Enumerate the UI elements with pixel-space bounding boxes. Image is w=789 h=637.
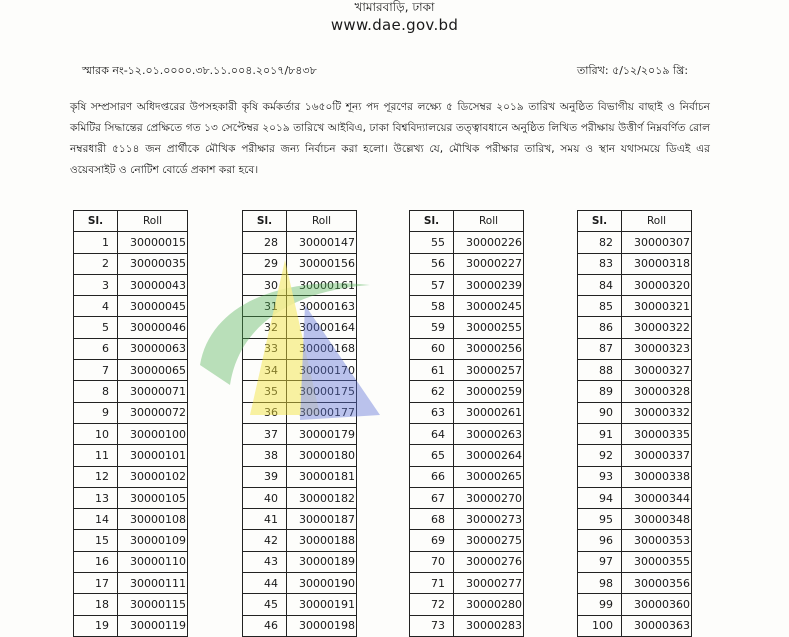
roll-cell: 30000277 <box>454 573 524 594</box>
roll-cell: 30000115 <box>118 594 188 615</box>
roll-cell: 30000111 <box>118 573 188 594</box>
table-row <box>74 402 188 423</box>
sl-cell: 44 <box>243 573 287 594</box>
sl-cell: 6 <box>74 338 118 359</box>
roll-cell: 30000239 <box>454 274 524 295</box>
roll-cell: 30000264 <box>454 445 524 466</box>
sl-cell: 37 <box>243 423 287 444</box>
table-row <box>243 466 357 487</box>
table-header-row <box>578 211 692 232</box>
roll-cell: 30000360 <box>622 594 692 615</box>
roll-cell: 30000335 <box>622 423 692 444</box>
sl-column-header: Sl. <box>410 211 454 232</box>
sl-cell: 65 <box>410 445 454 466</box>
notice-body-text: কৃষি সম্প্রসারণ অধিদপ্তরের উপসহকারী কৃষি কর্মকর্তার ১৬৫০টি শূন্য পদ পূরণের লক্ষ্যে ৫ ডিসেম্বর ২০১৯ তারিখ অনুষ্ঠিত বিভাগীয় বাছাই ও নির্বাচন কমিটির সিদ্ধান্তের প্রেক্ষিতে গত ১৩ সেপ্টেম্বর ২০১৯ তারিখে আইবিএ, ঢাকা বিশ্ববিদ্যালয়ের তত্ত্বাবধানে অনুষ্ঠিত লিখিত পরীক্ষায় উত্তীর্ণ নিম্নবর্ণিত রোল নম্বরধারী ৫১১৪ জন প্রার্থীকে মৌখিক পরীক্ষার জন্য নির্বাচন করা হলো। উল্লেখ্য যে, মৌখিক পরীক্ষার তারিখ, সময় ও স্থান যথাসময়ে ডিএই এর ওয়েবসাইট ও নোটিশ বোর্ডে প্রকাশ করা হবে। <box>70 101 710 176</box>
roll-cell: 30000072 <box>118 402 188 423</box>
roll-cell: 30000263 <box>454 423 524 444</box>
table-header-row <box>410 211 524 232</box>
table-row <box>74 317 188 338</box>
roll-cell: 30000327 <box>622 360 692 381</box>
sl-cell: 90 <box>578 402 622 423</box>
sl-cell: 61 <box>410 360 454 381</box>
roll-cell: 30000226 <box>454 232 524 253</box>
roll-table-3 <box>409 210 524 637</box>
roll-cell: 30000035 <box>118 253 188 274</box>
roll-cell: 30000257 <box>454 360 524 381</box>
sl-cell: 19 <box>74 615 118 636</box>
sl-cell: 92 <box>578 445 622 466</box>
roll-cell: 30000256 <box>454 338 524 359</box>
sl-column-header: Sl. <box>243 211 287 232</box>
roll-table-2 <box>242 210 357 637</box>
table-row <box>243 381 357 402</box>
roll-cell: 30000320 <box>622 274 692 295</box>
sl-cell: 71 <box>410 573 454 594</box>
table-header-row <box>74 211 188 232</box>
table-row <box>410 402 524 423</box>
sl-cell: 43 <box>243 551 287 572</box>
table-row <box>578 466 692 487</box>
roll-cell: 30000102 <box>118 466 188 487</box>
roll-cell: 30000046 <box>118 317 188 338</box>
table-row <box>243 509 357 530</box>
roll-cell: 30000177 <box>287 402 357 423</box>
sl-cell: 69 <box>410 530 454 551</box>
table-row <box>410 274 524 295</box>
sl-cell: 93 <box>578 466 622 487</box>
sl-column-header: Sl. <box>74 211 118 232</box>
roll-cell: 30000187 <box>287 509 357 530</box>
roll-cell: 30000180 <box>287 445 357 466</box>
table-row <box>243 551 357 572</box>
roll-cell: 30000181 <box>287 466 357 487</box>
table-row <box>410 530 524 551</box>
roll-cell: 30000065 <box>118 360 188 381</box>
table-row <box>410 360 524 381</box>
table-row <box>578 487 692 508</box>
table-row <box>410 573 524 594</box>
table-row <box>243 296 357 317</box>
roll-cell: 30000338 <box>622 466 692 487</box>
website-url: www.dae.gov.bd <box>330 16 459 34</box>
table-row <box>410 381 524 402</box>
roll-cell: 30000101 <box>118 445 188 466</box>
roll-cell: 30000071 <box>118 381 188 402</box>
sl-cell: 55 <box>410 232 454 253</box>
sl-cell: 66 <box>410 466 454 487</box>
table-row <box>578 423 692 444</box>
sl-cell: 31 <box>243 296 287 317</box>
sl-cell: 7 <box>74 360 118 381</box>
roll-cell: 30000307 <box>622 232 692 253</box>
roll-cell: 30000322 <box>622 317 692 338</box>
sl-cell: 13 <box>74 487 118 508</box>
sl-cell: 2 <box>74 253 118 274</box>
memo-number: স্মারক নং-১২.০১.০০০০.৩৮.১১.০০৪.২০১৭/৮৪৩৮ <box>82 64 317 77</box>
roll-column-header: Roll <box>622 211 692 232</box>
roll-cell: 30000164 <box>287 317 357 338</box>
sl-cell: 67 <box>410 487 454 508</box>
sl-cell: 30 <box>243 274 287 295</box>
roll-cell: 30000063 <box>118 338 188 359</box>
sl-column-header: Sl. <box>578 211 622 232</box>
table-row <box>74 381 188 402</box>
roll-cell: 30000353 <box>622 530 692 551</box>
roll-cell: 30000108 <box>118 509 188 530</box>
roll-cell: 30000261 <box>454 402 524 423</box>
sl-cell: 33 <box>243 338 287 359</box>
sl-cell: 68 <box>410 509 454 530</box>
roll-cell: 30000168 <box>287 338 357 359</box>
roll-cell: 30000190 <box>287 573 357 594</box>
table-row <box>243 232 357 253</box>
sl-cell: 12 <box>74 466 118 487</box>
roll-cell: 30000188 <box>287 530 357 551</box>
roll-cell: 30000323 <box>622 338 692 359</box>
roll-cell: 30000356 <box>622 573 692 594</box>
table-header-row <box>243 211 357 232</box>
roll-cell: 30000045 <box>118 296 188 317</box>
table-row <box>74 253 188 274</box>
table-row <box>410 445 524 466</box>
sl-cell: 16 <box>74 551 118 572</box>
roll-cell: 30000147 <box>287 232 357 253</box>
roll-cell: 30000318 <box>622 253 692 274</box>
roll-cell: 30000182 <box>287 487 357 508</box>
roll-cell: 30000348 <box>622 509 692 530</box>
table-row <box>74 530 188 551</box>
roll-cell: 30000043 <box>118 274 188 295</box>
table-row <box>243 487 357 508</box>
sl-cell: 4 <box>74 296 118 317</box>
table-row <box>578 274 692 295</box>
roll-cell: 30000259 <box>454 381 524 402</box>
sl-cell: 45 <box>243 594 287 615</box>
sl-cell: 85 <box>578 296 622 317</box>
table-row <box>578 594 692 615</box>
table-row <box>410 466 524 487</box>
sl-cell: 40 <box>243 487 287 508</box>
table-row <box>578 573 692 594</box>
sl-cell: 32 <box>243 317 287 338</box>
roll-cell: 30000163 <box>287 296 357 317</box>
table-row <box>74 615 188 636</box>
sl-cell: 39 <box>243 466 287 487</box>
sl-cell: 87 <box>578 338 622 359</box>
sl-cell: 58 <box>410 296 454 317</box>
roll-cell: 30000255 <box>454 317 524 338</box>
table-row <box>74 274 188 295</box>
table-row <box>410 594 524 615</box>
table-row <box>578 530 692 551</box>
sl-cell: 59 <box>410 317 454 338</box>
sl-cell: 46 <box>243 615 287 636</box>
roll-cell: 30000332 <box>622 402 692 423</box>
sl-cell: 64 <box>410 423 454 444</box>
sl-cell: 72 <box>410 594 454 615</box>
table-row <box>578 317 692 338</box>
table-row <box>410 551 524 572</box>
table-row <box>578 615 692 636</box>
roll-cell: 30000321 <box>622 296 692 317</box>
roll-cell: 30000337 <box>622 445 692 466</box>
table-row <box>410 338 524 359</box>
sl-cell: 18 <box>74 594 118 615</box>
sl-cell: 57 <box>410 274 454 295</box>
sl-cell: 14 <box>74 509 118 530</box>
sl-cell: 70 <box>410 551 454 572</box>
table-row <box>74 445 188 466</box>
table-row <box>243 594 357 615</box>
sl-cell: 82 <box>578 232 622 253</box>
sl-cell: 35 <box>243 381 287 402</box>
roll-cell: 30000119 <box>118 615 188 636</box>
sl-cell: 38 <box>243 445 287 466</box>
sl-cell: 8 <box>74 381 118 402</box>
roll-cell: 30000100 <box>118 423 188 444</box>
roll-cell: 30000189 <box>287 551 357 572</box>
table-row <box>410 317 524 338</box>
table-row <box>410 253 524 274</box>
roll-cell: 30000265 <box>454 466 524 487</box>
roll-column-header: Roll <box>118 211 188 232</box>
sl-cell: 9 <box>74 402 118 423</box>
sl-cell: 41 <box>243 509 287 530</box>
roll-cell: 30000275 <box>454 530 524 551</box>
table-row <box>243 402 357 423</box>
table-row <box>243 530 357 551</box>
roll-cell: 30000109 <box>118 530 188 551</box>
table-row <box>243 253 357 274</box>
table-row <box>578 253 692 274</box>
sl-cell: 100 <box>578 615 622 636</box>
sl-cell: 10 <box>74 423 118 444</box>
roll-cell: 30000170 <box>287 360 357 381</box>
roll-cell: 30000015 <box>118 232 188 253</box>
sl-cell: 15 <box>74 530 118 551</box>
roll-cell: 30000245 <box>454 296 524 317</box>
table-row <box>74 487 188 508</box>
sl-cell: 1 <box>74 232 118 253</box>
sl-cell: 56 <box>410 253 454 274</box>
roll-cell: 30000328 <box>622 381 692 402</box>
roll-cell: 30000175 <box>287 381 357 402</box>
sl-cell: 99 <box>578 594 622 615</box>
roll-cell: 30000273 <box>454 509 524 530</box>
table-row <box>578 445 692 466</box>
sl-cell: 86 <box>578 317 622 338</box>
table-row <box>243 445 357 466</box>
table-row <box>410 509 524 530</box>
table-row <box>578 296 692 317</box>
sl-cell: 95 <box>578 509 622 530</box>
sl-cell: 34 <box>243 360 287 381</box>
table-row <box>243 615 357 636</box>
roll-cell: 30000191 <box>287 594 357 615</box>
table-row <box>578 232 692 253</box>
table-row <box>410 423 524 444</box>
sl-cell: 73 <box>410 615 454 636</box>
roll-table-4 <box>577 210 692 637</box>
sl-cell: 60 <box>410 338 454 359</box>
table-row <box>243 360 357 381</box>
table-row <box>74 551 188 572</box>
sl-cell: 29 <box>243 253 287 274</box>
sl-cell: 83 <box>578 253 622 274</box>
table-row <box>410 232 524 253</box>
table-row <box>578 402 692 423</box>
roll-cell: 30000110 <box>118 551 188 572</box>
table-row <box>74 338 188 359</box>
table-row <box>243 274 357 295</box>
table-row <box>410 615 524 636</box>
table-row <box>74 232 188 253</box>
sl-cell: 3 <box>74 274 118 295</box>
roll-column-header: Roll <box>287 211 357 232</box>
table-row <box>74 360 188 381</box>
table-row <box>74 509 188 530</box>
roll-cell: 30000280 <box>454 594 524 615</box>
roll-table-1 <box>73 210 188 637</box>
roll-cell: 30000198 <box>287 615 357 636</box>
roll-cell: 30000344 <box>622 487 692 508</box>
table-row <box>578 551 692 572</box>
roll-column-header: Roll <box>454 211 524 232</box>
roll-cell: 30000179 <box>287 423 357 444</box>
sl-cell: 91 <box>578 423 622 444</box>
table-row <box>243 317 357 338</box>
sl-cell: 28 <box>243 232 287 253</box>
sl-cell: 88 <box>578 360 622 381</box>
table-row <box>578 509 692 530</box>
roll-cell: 30000227 <box>454 253 524 274</box>
table-row <box>74 573 188 594</box>
sl-cell: 94 <box>578 487 622 508</box>
table-row <box>243 573 357 594</box>
sl-cell: 42 <box>243 530 287 551</box>
table-row <box>578 381 692 402</box>
sl-cell: 11 <box>74 445 118 466</box>
sl-cell: 97 <box>578 551 622 572</box>
table-row <box>74 594 188 615</box>
sl-cell: 96 <box>578 530 622 551</box>
roll-cell: 30000363 <box>622 615 692 636</box>
roll-cell: 30000355 <box>622 551 692 572</box>
roll-cell: 30000270 <box>454 487 524 508</box>
sl-cell: 17 <box>74 573 118 594</box>
table-row <box>74 423 188 444</box>
table-row <box>243 423 357 444</box>
office-address: খামারবাড়ি, ঢাকা <box>354 0 435 14</box>
table-row <box>410 487 524 508</box>
memo-date: তারিখ: ৫/১২/২০১৯ খ্রি: <box>577 64 689 77</box>
roll-cell: 30000105 <box>118 487 188 508</box>
sl-cell: 84 <box>578 274 622 295</box>
roll-cell: 30000283 <box>454 615 524 636</box>
sl-cell: 89 <box>578 381 622 402</box>
roll-cell: 30000156 <box>287 253 357 274</box>
sl-cell: 5 <box>74 317 118 338</box>
table-row <box>74 466 188 487</box>
table-row <box>578 360 692 381</box>
table-row <box>243 338 357 359</box>
sl-cell: 98 <box>578 573 622 594</box>
sl-cell: 36 <box>243 402 287 423</box>
table-row <box>74 296 188 317</box>
sl-cell: 62 <box>410 381 454 402</box>
sl-cell: 63 <box>410 402 454 423</box>
table-row <box>410 296 524 317</box>
roll-cell: 30000276 <box>454 551 524 572</box>
roll-cell: 30000161 <box>287 274 357 295</box>
table-row <box>578 338 692 359</box>
